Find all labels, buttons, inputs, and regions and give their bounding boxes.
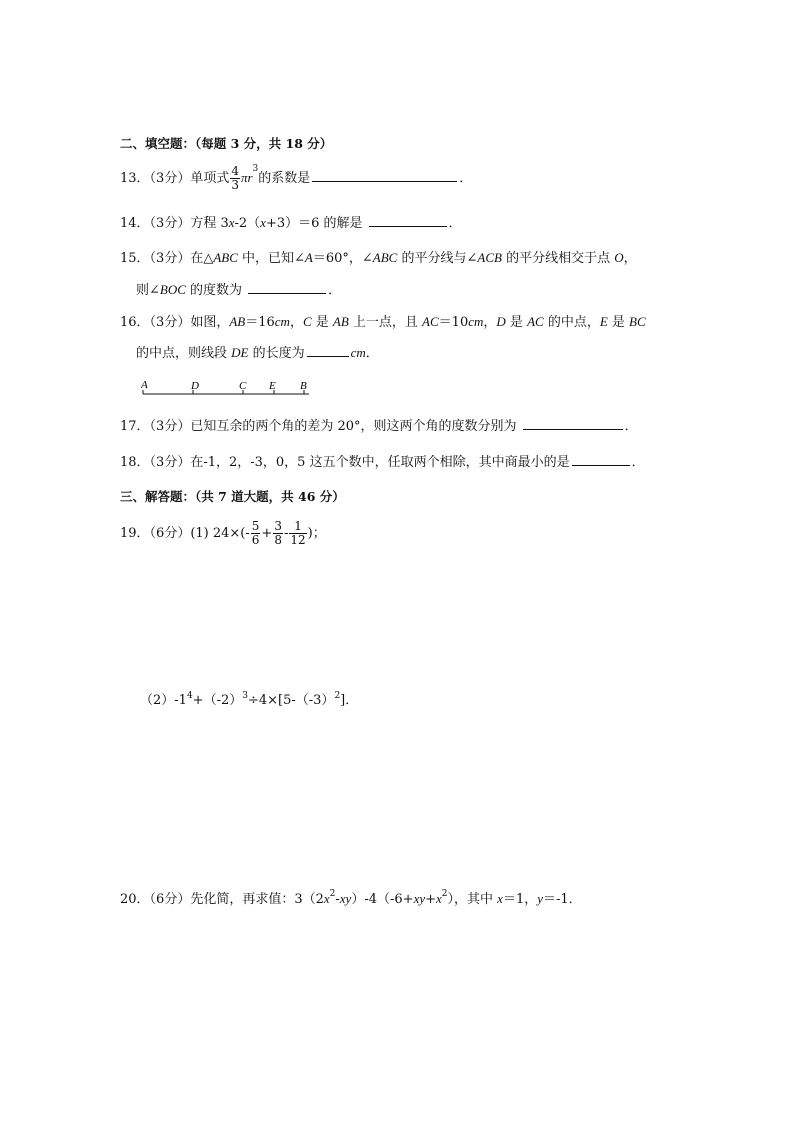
question-20: 20．（6分）先化简，再求值：$3(2x^2-xy)-4(-6+xy+x^2)$，其中 x＝1，y＝-1． (120, 889, 582, 907)
question-19-part1: 19．（6分）(1) 24×(- $\frac{5}{6}$ + $\frac{3}{8}$ - $\frac{1}{12}$ )； (120, 519, 326, 547)
question-16-line2: 的中点，则线段 DE 的长度为 cm． (136, 345, 379, 361)
q19-fraction-3: $\frac{1}{12}$ (290, 519, 306, 547)
answer-blank[interactable] (248, 281, 326, 294)
section-title-fill-in: 二、填空题：（每题 3 分，共 18 分） (120, 136, 333, 151)
q13-text: 13．（3分）单项式 (120, 171, 230, 186)
label-c: C (239, 380, 247, 392)
q13-fraction: $\frac{4}{3}$ (231, 164, 239, 192)
label-a: A (141, 379, 148, 391)
question-19-part2: $(2)-1^4+(-2)^3\div 4\times[5-(-3)^2]$． (140, 691, 359, 708)
q19-fraction-2: $\frac{3}{8}$ (274, 519, 282, 547)
answer-blank[interactable] (307, 344, 349, 357)
answer-blank[interactable] (572, 453, 630, 466)
label-d: D (191, 380, 199, 392)
question-17: 17．（3分）已知互余的两个角的差为 20°，则这两个角的度数分别为 ． (120, 419, 638, 434)
question-14: 14．（3分）方程 3x-2（x+3）＝6 的解是 ． (120, 215, 462, 231)
label-e: E (269, 380, 276, 392)
answer-blank[interactable] (523, 417, 623, 430)
answer-blank[interactable] (312, 169, 457, 182)
line-segment-figure (141, 378, 311, 398)
label-b: B (300, 380, 307, 392)
question-16-line1: 16．（3分）如图，AB＝16cm，C 是 AB 上一点，且 AC＝10cm，D 是 AC 的中点，E 是 BC (120, 314, 646, 330)
question-18: 18．（3分）在-1，2，-3，0，5 这五个数中，任取两个相除，其中商最小的是 ． (120, 455, 645, 470)
question-15-line1: 15．（3分）在△ABC 中，已知∠A＝60°，∠ABC 的平分线与∠ACB 的平分线相交于点 O， (120, 250, 637, 266)
q19-fraction-1: $\frac{5}{6}$ (251, 519, 260, 547)
section-title-solve: 三、解答题：（共 7 道大题，共 46 分） (120, 489, 345, 504)
question-13: 13．（3分）单项式 $\frac{4}{3}$ $\pi r^3$的系数是 ． (120, 164, 473, 192)
answer-blank[interactable] (369, 214, 447, 227)
question-15-line2: 则∠BOC 的度数为 ． (136, 282, 342, 298)
